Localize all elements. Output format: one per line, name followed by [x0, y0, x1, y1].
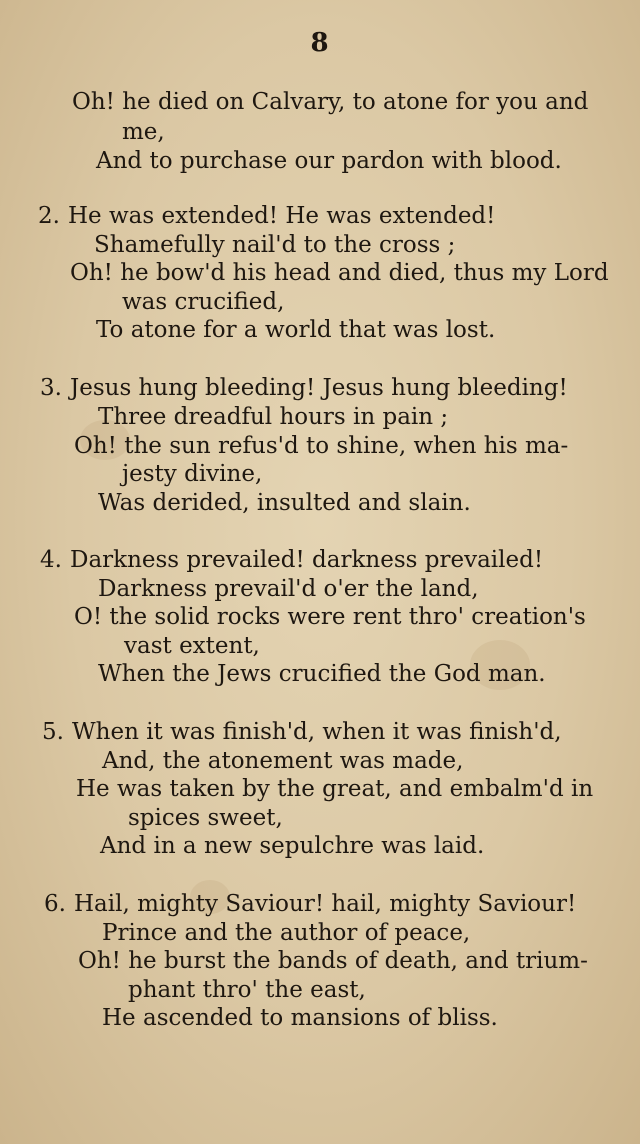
- verse-line: was crucified,: [122, 289, 285, 315]
- verse-line: And to purchase our pardon with blood.: [96, 148, 562, 174]
- verse-line: Three dreadful hours in pain ;: [98, 404, 449, 430]
- verse-6-first-line: [44, 890, 576, 918]
- verse-line: To atone for a world that was lost.: [96, 317, 496, 343]
- verse-line: Oh! the sun refus'd to shine, when his ma-: [74, 433, 569, 459]
- verse-line: Was derided, insulted and slain.: [98, 490, 471, 516]
- verse-3-first-line: [40, 374, 568, 402]
- verse-line: vast extent,: [124, 633, 260, 659]
- verse-number: 6.: [44, 891, 66, 917]
- verse-line: Oh! he burst the bands of death, and trium-: [78, 948, 588, 974]
- page-number: 8: [310, 28, 330, 58]
- verse-line: Oh! he died on Calvary, to atone for you and: [72, 89, 589, 115]
- verse-line: He was extended! He was extended!: [68, 203, 496, 229]
- verse-number: 4.: [40, 547, 62, 573]
- verse-line: And, the atonement was made,: [102, 748, 464, 774]
- verse-2-first-line: [38, 202, 495, 230]
- verse-line: Prince and the author of peace,: [102, 920, 471, 946]
- verse-4-first-line: [40, 546, 543, 574]
- verse-line: me,: [122, 119, 165, 145]
- verse-line: O! the solid rocks were rent thro' creation's: [74, 604, 586, 630]
- verse-line: And in a new sepulchre was laid.: [100, 833, 485, 859]
- verse-number: 3.: [40, 375, 62, 401]
- verse-line: spices sweet,: [128, 805, 283, 831]
- verse-5-first-line: [42, 718, 562, 746]
- verse-line: He was taken by the great, and embalm'd in: [76, 776, 594, 802]
- verse-number: 5.: [42, 719, 64, 745]
- verse-line: Darkness prevailed! darkness prevailed!: [70, 547, 544, 573]
- verse-line: Darkness prevail'd o'er the land,: [98, 576, 479, 602]
- verse-line: Oh! he bow'd his head and died, thus my Lord: [70, 260, 609, 286]
- verse-line: Jesus hung bleeding! Jesus hung bleeding!: [70, 375, 568, 401]
- verse-number: 2.: [38, 203, 60, 229]
- verse-line: When the Jews crucified the God man.: [98, 661, 546, 687]
- verse-line: He ascended to mansions of bliss.: [102, 1005, 498, 1031]
- verse-line: Shamefully nail'd to the cross ;: [94, 232, 456, 258]
- verse-line: jesty divine,: [122, 461, 263, 487]
- verse-line: phant thro' the east,: [128, 977, 366, 1003]
- verse-line: Hail, mighty Saviour! hail, mighty Saviour!: [74, 891, 577, 917]
- verse-line: When it was finish'd, when it was finish'd,: [72, 719, 562, 745]
